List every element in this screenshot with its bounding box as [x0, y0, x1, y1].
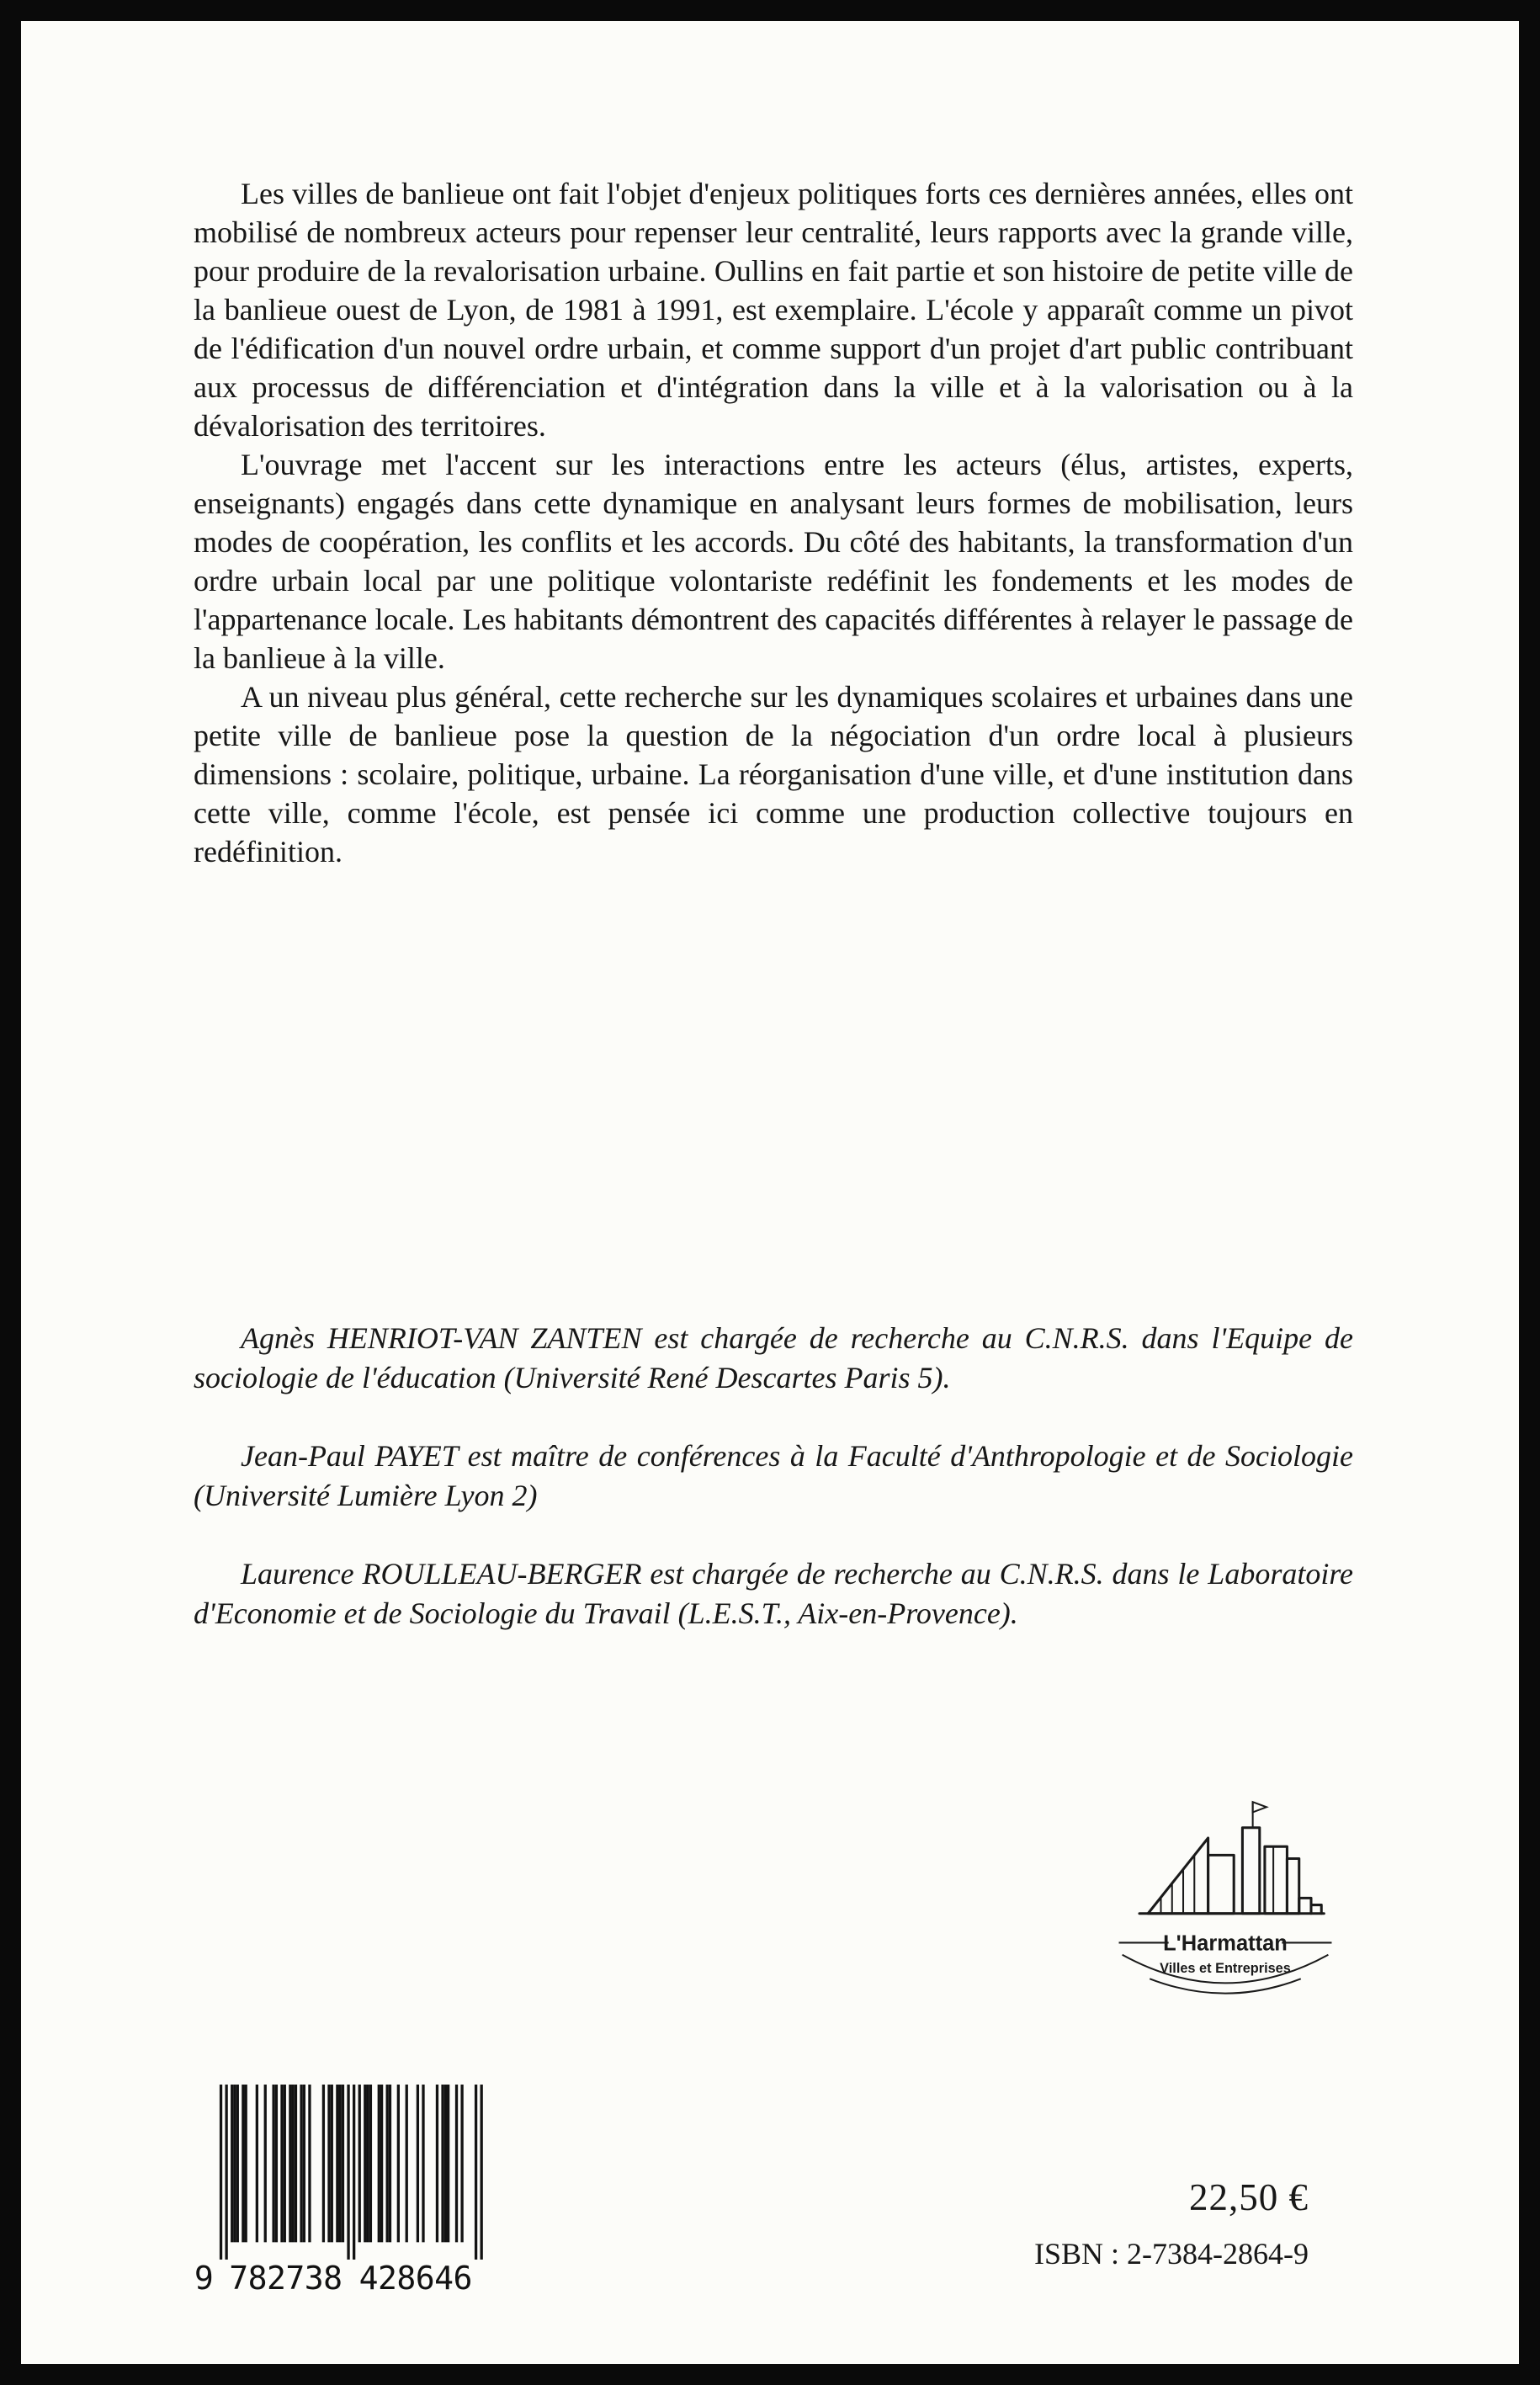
synopsis-paragraph-2: L'ouvrage met l'accent sur les interactions entre les acteurs (élus, artistes, experts, enseignants) engagés dans cette dynamique en analysant leurs formes de mobilisation, leurs modes de coopération, les conflits et les accords. Du côté des habitants, la transformation d'un ordre urbain local par une politique volontariste redéfinit les fondements et les modes de l'appartenance locale. Les habitants démontrent des capacités différentes à relayer le passage de la banlieue à la ville.: [194, 448, 1353, 675]
synopsis: [194, 174, 1353, 871]
publisher-collection: Villes et Entreprises: [1160, 1961, 1291, 1977]
barcode-digits-group1: 782738: [229, 2259, 343, 2295]
publisher-name: L'Harmattan: [1163, 1931, 1288, 1956]
publisher-logo: [1097, 1795, 1354, 2010]
pricing: [1034, 2175, 1309, 2271]
author-bios: [194, 1319, 1353, 1672]
city-skyline-icon: [1139, 1802, 1324, 1914]
barcode-image: [194, 2085, 488, 2294]
price: 22,50 €: [1189, 2176, 1309, 2218]
barcode-digit-lead: 9: [194, 2259, 214, 2295]
author-bio-payet: Jean-Paul PAYET est maître de conférences à la Faculté d'Anthropologie et de Sociologie (Université Lumière Lyon 2): [194, 1439, 1353, 1512]
synopsis-paragraph-3: A un niveau plus général, cette recherche sur les dynamiques scolaires et urbaines dans une petite ville de banlieue pose la question de la négociation d'un ordre local à plusieurs dimensions : scolaire, politique, urbaine. La réorganisation d'une ville, et d'une institution dans cette ville, comme l'école, est pensée ici comme une production collective toujours en redéfinition.: [194, 680, 1353, 868]
barcode: [194, 2085, 488, 2294]
barcode-digits-group2: 428646: [358, 2259, 473, 2295]
isbn: ISBN : 2-7384-2864-9: [1034, 2237, 1309, 2271]
synopsis-paragraph-1: Les villes de banlieue ont fait l'objet d'enjeux politiques forts ces dernières années, elles ont mobilisé de nombreux acteurs pour repenser leur centralité, leurs rapports avec la grande ville, pour produire de la revalorisation urbaine. Oullins en fait partie et son histoire de petite ville de la banlieue ouest de Lyon, de 1981 à 1991, est exemplaire. L'école y apparaît comme un pivot de l'édification d'un nouvel ordre urbain, et comme support d'un projet d'art public contribuant aux processus de différenciation et d'intégration dans la ville et à la valorisation ou à la dévalorisation des territoires.: [194, 177, 1353, 443]
logo-oval-arc-inner: [1150, 1979, 1301, 1993]
author-bio-roulleau-berger: Laurence ROULLEAU-BERGER est chargée de recherche au C.N.R.S. dans le Laboratoire d'Economie et de Sociologie du Travail (L.E.S.T., Aix-en-Provence).: [194, 1557, 1353, 1630]
barcode-bars: [220, 2085, 483, 2260]
publisher-logo-image: [1097, 1795, 1354, 2010]
author-bio-henriot-van-zanten: Agnès HENRIOT-VAN ZANTEN est chargée de recherche au C.N.R.S. dans l'Equipe de sociologie de l'éducation (Université René Descartes Paris 5).: [194, 1321, 1353, 1394]
